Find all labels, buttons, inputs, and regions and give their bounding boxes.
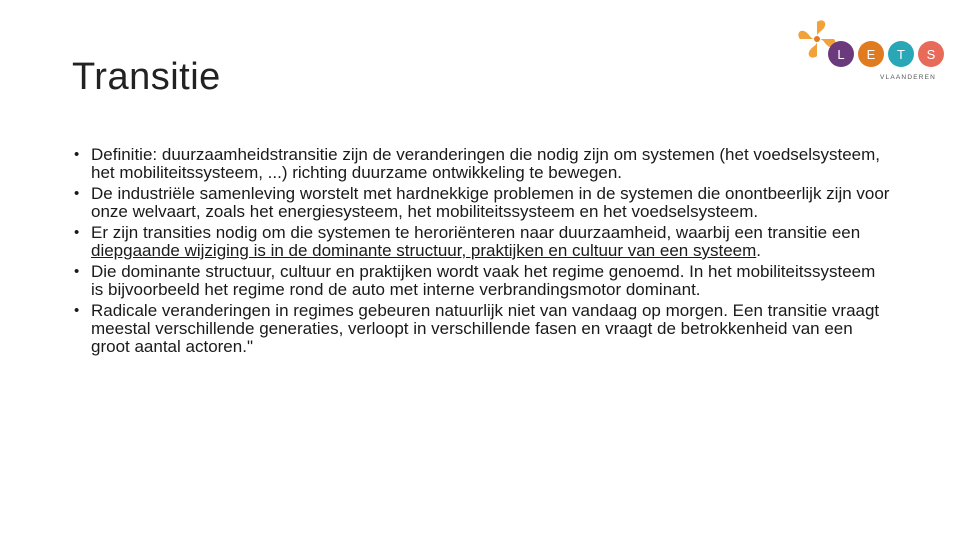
bullet-item: [72, 224, 892, 260]
bullet-item: [72, 263, 892, 299]
logo-letter-l: L: [828, 41, 854, 67]
logo-letter-e: E: [858, 41, 884, 67]
bullet-text-pre: Er zijn transities nodig om die systemen te heroriënteren naar duurzaamheid, waarbij een transitie een: [91, 223, 861, 242]
bullet-dot: •: [74, 302, 80, 319]
logo-letter-t: T: [888, 41, 914, 67]
bullet-text: Definitie: duurzaamheidstransitie zijn de veranderingen die nodig zijn om systemen (het voedselsysteem, het mobiliteitssysteem, ...) richting duurzame ontwikkeling te bewegen.: [91, 145, 881, 182]
bullet-text-underlined: diepgaande wijziging is in de dominante structuur, praktijken en cultuur van een systeem: [91, 241, 757, 260]
bullet-dot: •: [74, 224, 80, 241]
slide-title: Transitie: [72, 56, 221, 98]
bullet-item: [72, 146, 892, 182]
bullet-text: Die dominante structuur, cultuur en praktijken wordt vaak het regime genoemd. In het mobiliteitssysteem is bijvoorbeeld het regime rond de auto met interne verbrandingsmotor dominant.: [91, 262, 876, 299]
bullet-item: [72, 302, 892, 356]
bullet-dot: •: [74, 146, 80, 163]
logo-letter-s: S: [918, 41, 944, 67]
logo-subtitle: VLAANDEREN: [880, 74, 937, 81]
bullet-list: [72, 146, 892, 359]
logo-letters: [828, 41, 948, 67]
bullet-text: De industriële samenleving worstelt met hardnekkige problemen in de systemen die onontbeerlijk zijn voor onze welvaart, zoals het energiesysteem, het mobiliteitssysteem en het voedselsysteem.: [91, 184, 890, 221]
bullet-text: Radicale veranderingen in regimes gebeuren natuurlijk niet van vandaag op morgen. Een transitie vraagt meestal verschillende generaties, verloopt in verschillende fasen en vraagt de betrokkenheid van een groot aantal actoren.": [91, 301, 880, 356]
bullet-item: [72, 185, 892, 221]
bullet-text-post: .: [756, 241, 762, 260]
bullet-dot: •: [74, 185, 80, 202]
lets-vlaanderen-logo: [794, 16, 944, 86]
bullet-dot: •: [74, 263, 80, 280]
